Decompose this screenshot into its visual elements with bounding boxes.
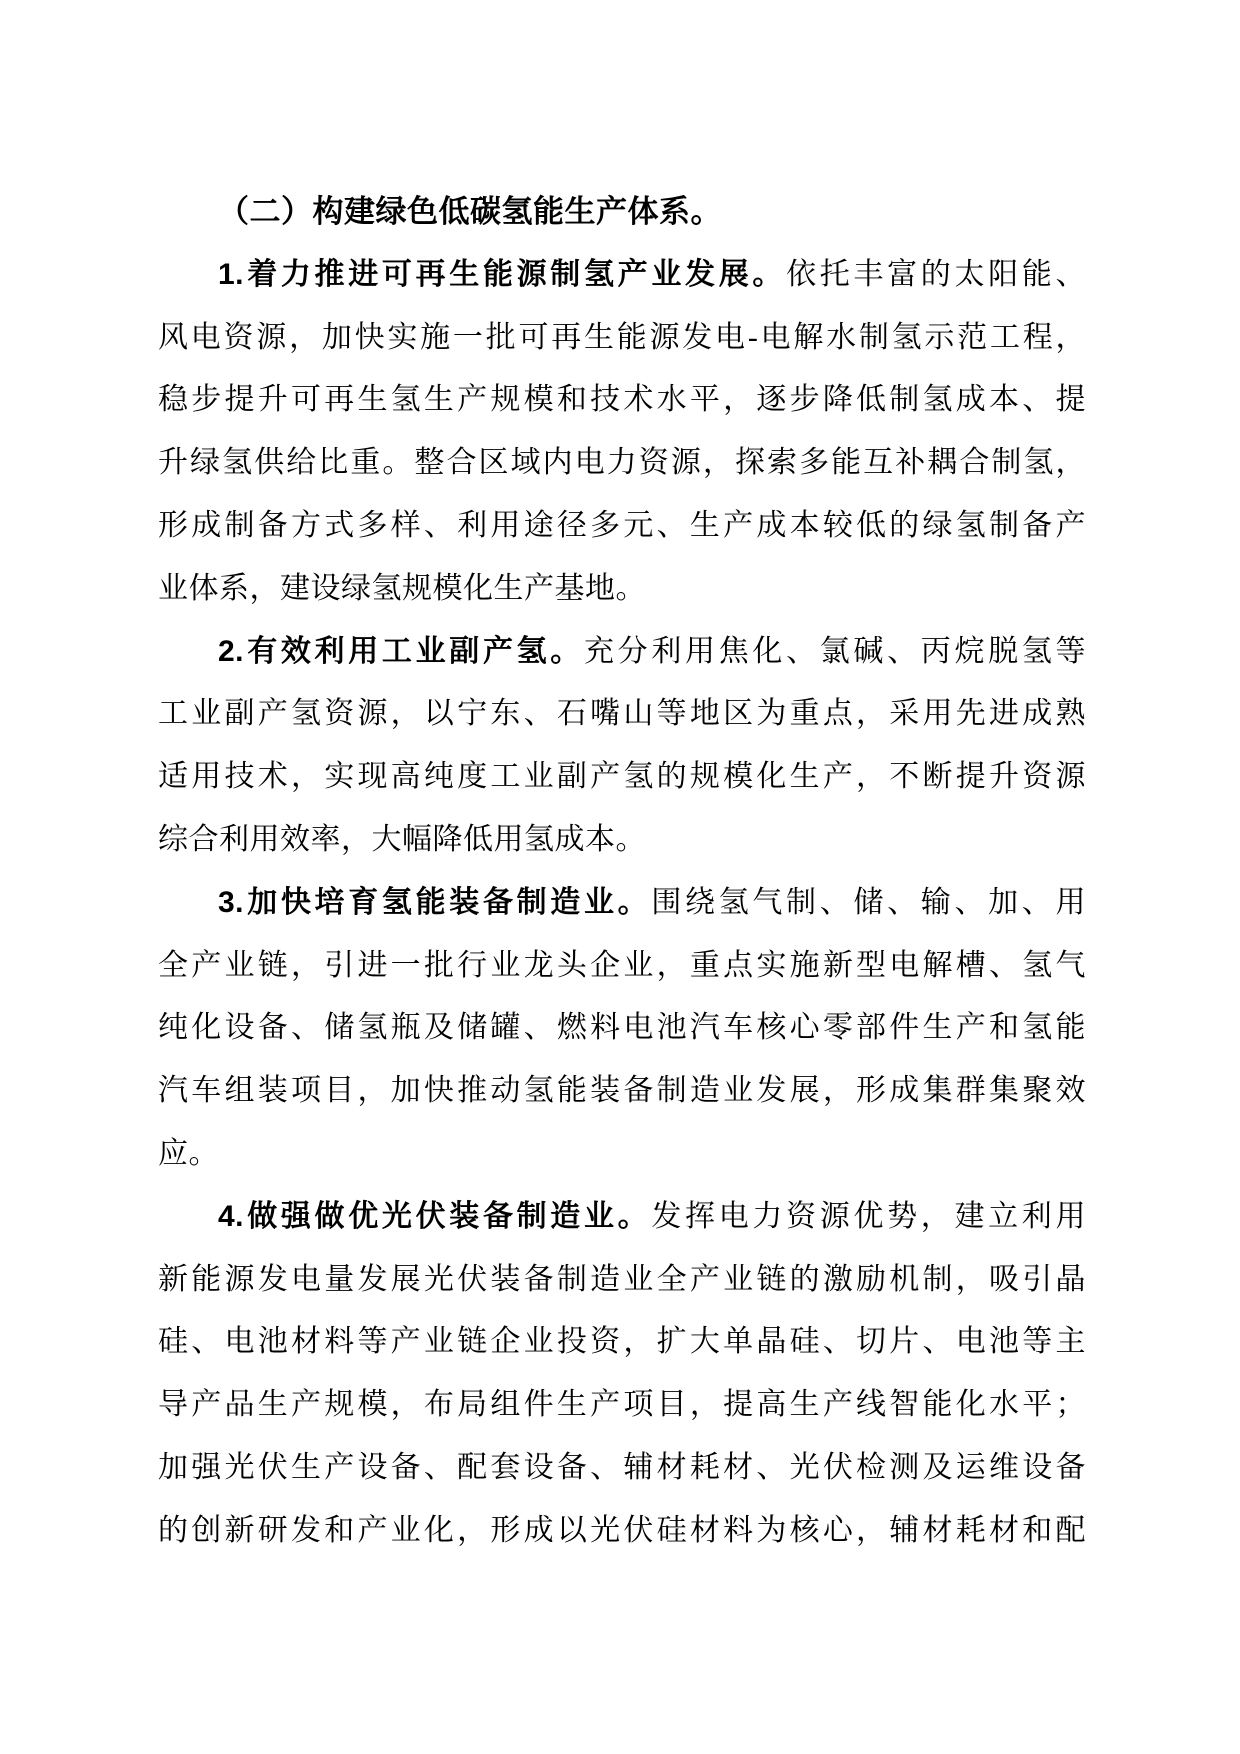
document-body xyxy=(158,181,1086,1563)
paragraph-lead-bold: 2.有效利用工业副产氢。 xyxy=(218,634,584,668)
line-text: 风电资源，加快实施一批可再生能源发电-电解水制氢示范工程， xyxy=(158,320,1086,354)
text-line xyxy=(158,495,1086,558)
line-text: 硅、电池材料等产业链企业投资，扩大单晶硅、切片、电池等主 xyxy=(158,1325,1086,1359)
paragraph-lead-bold: 1.着力推进可再生能源制氢产业发展。 xyxy=(218,257,787,291)
line-text: 导产品生产规模，布局组件生产项目，提高生产线智能化水平； xyxy=(158,1388,1086,1422)
text-line xyxy=(158,809,1086,872)
section-heading xyxy=(158,181,1086,244)
line-text: 稳步提升可再生氢生产规模和技术水平，逐步降低制氢成本、提 xyxy=(158,383,1086,417)
line-text: 综合利用效率，大幅降低用氢成本。 xyxy=(158,822,646,856)
line-text: 适用技术，实现高纯度工业副产氢的规模化生产，不断提升资源 xyxy=(158,760,1086,794)
text-line xyxy=(158,1437,1086,1500)
text-line xyxy=(158,1249,1086,1312)
text-line xyxy=(158,307,1086,370)
text-line xyxy=(158,369,1086,432)
text-line xyxy=(158,1123,1086,1186)
text-line xyxy=(158,683,1086,746)
text-line xyxy=(158,621,1086,684)
paragraph-lead-bold: 4.做强做优光伏装备制造业。 xyxy=(218,1199,652,1233)
line-text: 形成制备方式多样、利用途径多元、生产成本较低的绿氢制备产 xyxy=(158,508,1086,542)
line-text: 纯化设备、储氢瓶及储罐、燃料电池汽车核心零部件生产和氢能 xyxy=(158,1011,1086,1045)
text-line xyxy=(158,244,1086,307)
text-line xyxy=(158,1186,1086,1249)
text-line xyxy=(158,1311,1086,1374)
line-text: 升绿氢供给比重。整合区域内电力资源，探索多能互补耦合制氢， xyxy=(158,446,1086,480)
line-text: 依托丰富的太阳能、 xyxy=(786,257,1086,291)
text-line xyxy=(158,1500,1086,1563)
line-text: （二）构建绿色低碳氢能生产体系。 xyxy=(218,194,722,229)
text-line xyxy=(158,997,1086,1060)
text-line xyxy=(158,1060,1086,1123)
line-text: 应。 xyxy=(158,1136,219,1170)
line-text: 围绕氢气制、储、输、加、用 xyxy=(651,885,1086,919)
line-text: 汽车组装项目，加快推动氢能装备制造业发展，形成集群集聚效 xyxy=(158,1074,1086,1108)
line-text: 全产业链，引进一批行业龙头企业，重点实施新型电解槽、氢气 xyxy=(158,948,1086,982)
text-line xyxy=(158,432,1086,495)
text-line xyxy=(158,1374,1086,1437)
line-text: 的创新研发和产业化，形成以光伏硅材料为核心，辅材耗材和配 xyxy=(158,1513,1086,1547)
paragraph-lead-bold: 3.加快培育氢能装备制造业。 xyxy=(218,885,652,919)
line-text: 充分利用焦化、氯碱、丙烷脱氢等 xyxy=(584,634,1086,668)
line-text: 业体系，建设绿氢规模化生产基地。 xyxy=(158,571,646,605)
line-text: 发挥电力资源优势，建立利用 xyxy=(651,1199,1086,1233)
text-line xyxy=(158,872,1086,935)
text-line xyxy=(158,746,1086,809)
line-text: 工业副产氢资源，以宁东、石嘴山等地区为重点，采用先进成熟 xyxy=(158,697,1086,731)
text-line xyxy=(158,558,1086,621)
line-text: 新能源发电量发展光伏装备制造业全产业链的激励机制，吸引晶 xyxy=(158,1262,1086,1296)
line-text: 加强光伏生产设备、配套设备、辅材耗材、光伏检测及运维设备 xyxy=(158,1450,1086,1484)
text-line xyxy=(158,935,1086,998)
